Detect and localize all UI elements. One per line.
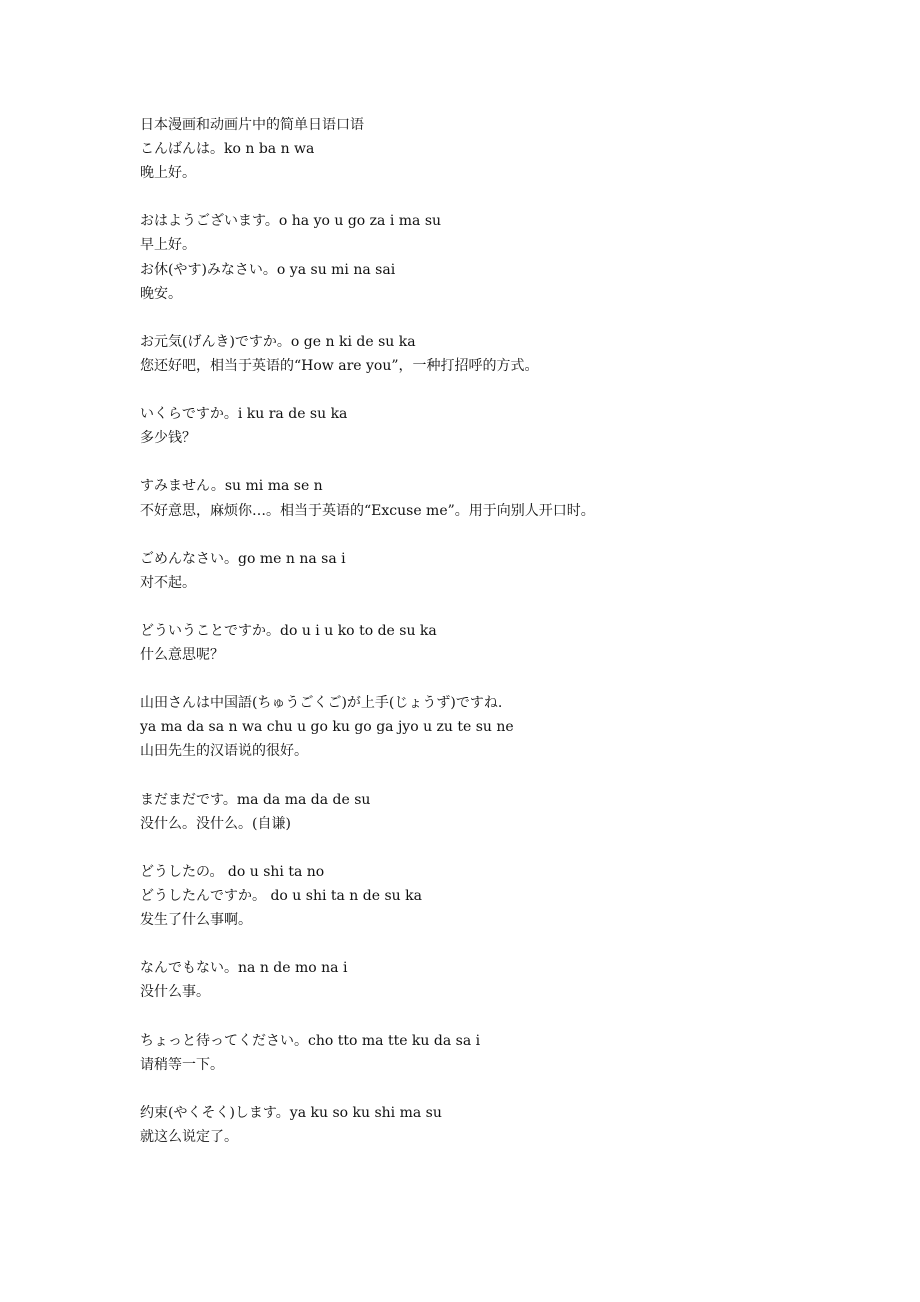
phrase-japanese: 约束(やくそく)します。ya ku so ku shi ma su <box>140 1104 442 1121</box>
phrase-japanese: どうしたの。 do u shi ta no <box>140 863 325 880</box>
phrase-japanese: ごめんなさい。go me n na sa i <box>140 550 346 567</box>
phrase-japanese: まだまだです。ma da ma da de su <box>140 791 371 808</box>
phrase-japanese: ちょっと待ってください。cho tto ma tte ku da sa i <box>140 1032 481 1049</box>
phrase-translation: 山田先生的汉语说的很好。 <box>140 743 308 760</box>
phrase-japanese: どうしたんですか。 do u shi ta n de su ka <box>140 888 422 904</box>
phrase-translation: 请稍等一下。 <box>140 1056 224 1073</box>
phrase-entry-11 <box>140 956 840 1004</box>
spacer <box>140 1077 840 1101</box>
phrase-translation: 晚上好。 <box>140 165 196 182</box>
phrase-translation: 对不起。 <box>140 574 196 591</box>
spacer <box>140 595 840 619</box>
phrase-translation: 没什么。没什么。(自谦) <box>140 815 291 832</box>
phrase-japanese: いくらですか。i ku ra de su ka <box>140 406 348 423</box>
spacer <box>140 185 840 209</box>
document-body <box>140 113 840 1149</box>
phrase-entry-6 <box>140 547 840 595</box>
phrase-japanese: すみません。su mi ma se n <box>140 478 323 495</box>
phrase-entry-13 <box>140 1101 840 1149</box>
phrase-translation: 晚安。 <box>140 285 182 302</box>
phrase-japanese: こんばんは。ko n ba n wa <box>140 141 315 158</box>
phrase-japanese: お休(やす)みなさい。o ya su mi na sai <box>140 261 396 278</box>
spacer <box>140 836 840 860</box>
phrase-japanese: お元気(げんき)ですか。o ge n ki de su ka <box>140 333 416 350</box>
phrase-entry-9 <box>140 788 840 836</box>
spacer <box>140 932 840 956</box>
phrase-romaji: ya ma da sa n wa chu u go ku go ga jyo u zu te su ne <box>140 719 514 736</box>
spacer <box>140 523 840 547</box>
phrase-japanese: なんでもない。na n de mo na i <box>140 960 348 977</box>
spacer <box>140 667 840 691</box>
phrase-entry-3 <box>140 330 840 378</box>
phrase-entry-5 <box>140 474 840 522</box>
phrase-entry-4 <box>140 402 840 450</box>
phrase-japanese: どういうことですか。do u i u ko to de su ka <box>140 622 437 639</box>
phrase-translation: 什么意思呢？ <box>140 647 224 664</box>
phrase-translation: 不好意思，麻烦你…。相当于英语的“Excuse me”。用于向别人开口时。 <box>140 502 595 519</box>
phrase-translation: 早上好。 <box>140 237 196 254</box>
phrase-entry-7 <box>140 619 840 667</box>
document-title: 日本漫画和动画片中的简单日语口语 <box>140 117 364 133</box>
spacer <box>140 306 840 330</box>
phrase-entry-8 <box>140 691 840 763</box>
phrase-entry-12 <box>140 1029 840 1077</box>
phrase-entry-1 <box>140 137 840 185</box>
phrase-entry-10 <box>140 860 840 932</box>
phrase-entry-2 <box>140 209 840 305</box>
spacer <box>140 450 840 474</box>
phrase-translation: 发生了什么事啊。 <box>140 912 252 929</box>
phrase-translation: 没什么事。 <box>140 984 210 1001</box>
phrase-translation: 多少钱？ <box>140 430 196 447</box>
spacer <box>140 378 840 402</box>
phrase-translation: 就这么说定了。 <box>140 1128 238 1145</box>
phrase-translation: 您还好吧，相当于英语的“How are you”，一种打招呼的方式。 <box>140 357 539 374</box>
phrase-japanese: 山田さんは中国語(ちゅうごくご)が上手(じょうず)ですね. <box>140 695 503 712</box>
spacer <box>140 1004 840 1028</box>
spacer <box>140 764 840 788</box>
phrase-japanese: おはようございます。o ha yo u go za i ma su <box>140 213 442 230</box>
